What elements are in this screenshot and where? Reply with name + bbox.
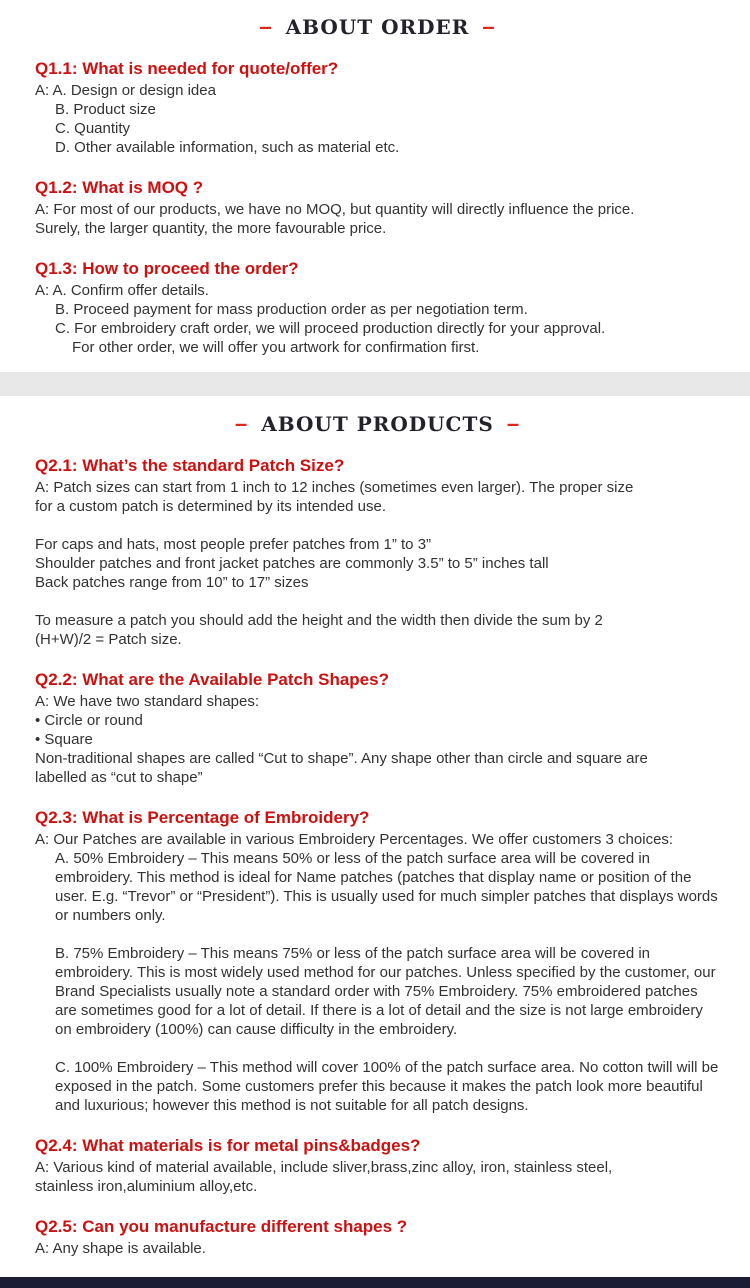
footer-bar [0,1277,750,1288]
qa-block-q1-3 [35,259,720,357]
section-title-about-products [35,413,720,435]
answer-line: Shoulder patches and front jacket patches are commonly 3.5” to 5” inches tall [35,555,549,572]
qa-block-q2-4 [35,1136,720,1196]
answer-line: for a custom patch is determined by its intended use. [35,498,387,515]
answer-line: B. Proceed payment for mass production order as per negotiation term. [55,301,528,318]
section-title-text: ABOUT ORDER [285,15,470,39]
section-about-order [0,0,750,372]
question-heading: Q1.3: How to proceed the order? [35,259,299,278]
section-title-about-order [35,16,720,38]
answer-line: (H+W)/2 = Patch size. [35,631,182,648]
answer-line-bullet: • Square [35,731,93,748]
qa-block-q2-3 [35,808,720,1115]
qa-block-q2-2 [35,670,720,787]
section-about-products [0,396,750,1277]
title-dash-right-icon: – [506,411,521,436]
question-heading: Q2.1: What’s the standard Patch Size? [35,456,345,475]
answer-line: Non-traditional shapes are called “Cut to shape”. Any shape other than circle and square are [35,750,648,767]
section-title-text: ABOUT PRODUCTS [261,412,494,436]
answer-line: Surely, the larger quantity, the more favourable price. [35,220,387,237]
answer-paragraph: A. 50% Embroidery – This means 50% or less of the patch surface area will be covered in embroidery. This method is ideal for Name patches (patches that display name or position of the user. E.g. “Trevor” or “President”). This is usually used for much simpler patches that displays words or numbers only. [55,850,718,924]
answer-line-bullet: • Circle or round [35,712,143,729]
answer-line: A: Our Patches are available in various Embroidery Percentages. We offer customers 3 choices: [35,831,674,848]
answer-gap [35,592,720,611]
answer-gap [35,1039,720,1058]
answer-paragraph: B. 75% Embroidery – This means 75% or less of the patch surface area will be covered in embroidery. This is most widely used method for our patches. Unless specified by the customer, our Brand Specialists usually note a standard order with 75% Embroidery. 75% embroidered patches are sometimes good for a lot of detail. If there is a lot of detail and the size is not large embroidery on embroidery (100%) can cause difficulty in the embroidery. [55,945,716,1038]
question-heading: Q2.5: Can you manufacture different shapes ? [35,1217,408,1236]
answer-line: For other order, we will offer you artwork for confirmation first. [72,339,480,356]
answer-line: To measure a patch you should add the height and the width then divide the sum by 2 [35,612,603,629]
answer-line: stainless iron,aluminium alloy,etc. [35,1178,258,1195]
answer-line: B. Product size [55,101,156,118]
qa-block-q2-5 [35,1217,720,1258]
qa-block-q1-1 [35,59,720,157]
question-heading: Q2.4: What materials is for metal pins&badges? [35,1136,421,1155]
answer-line: C. For embroidery craft order, we will proceed production directly for your approval. [55,320,606,337]
qa-block-q1-2 [35,178,720,238]
answer-line: Back patches range from 10” to 17” sizes [35,574,309,591]
answer-line: A: For most of our products, we have no MOQ, but quantity will directly influence the price. [35,201,635,218]
answer-line: labelled as “cut to shape” [35,769,203,786]
answer-line: A: A. Confirm offer details. [35,282,209,299]
question-heading: Q1.2: What is MOQ ? [35,178,204,197]
question-heading: Q2.3: What is Percentage of Embroidery? [35,808,370,827]
answer-gap [35,925,720,944]
answer-line: C. Quantity [55,120,131,137]
answer-line: A: Patch sizes can start from 1 inch to 12 inches (sometimes even larger). The proper size [35,479,634,496]
title-dash-left-icon: – [259,14,273,39]
title-dash-right-icon: – [482,14,496,39]
question-heading: Q1.1: What is needed for quote/offer? [35,59,339,78]
answer-line: A: Various kind of material available, include sliver,brass,zinc alloy, iron, stainless steel, [35,1159,613,1176]
answer-line: A: Any shape is available. [35,1240,206,1257]
answer-line: A: We have two standard shapes: [35,693,260,710]
answer-line: For caps and hats, most people prefer patches from 1” to 3” [35,536,432,553]
question-heading: Q2.2: What are the Available Patch Shapes? [35,670,389,689]
section-divider-band [0,372,750,396]
qa-block-q2-1 [35,456,720,649]
answer-paragraph: C. 100% Embroidery – This method will cover 100% of the patch surface area. No cotton twill will be exposed in the patch. Some customers prefer this because it makes the patch look more beautiful and luxurious; however this method is not suitable for all patch designs. [55,1059,719,1114]
title-dash-left-icon: – [234,411,249,436]
answer-gap [35,516,720,535]
answer-line: A: A. Design or design idea [35,82,216,99]
answer-line: D. Other available information, such as material etc. [55,139,400,156]
